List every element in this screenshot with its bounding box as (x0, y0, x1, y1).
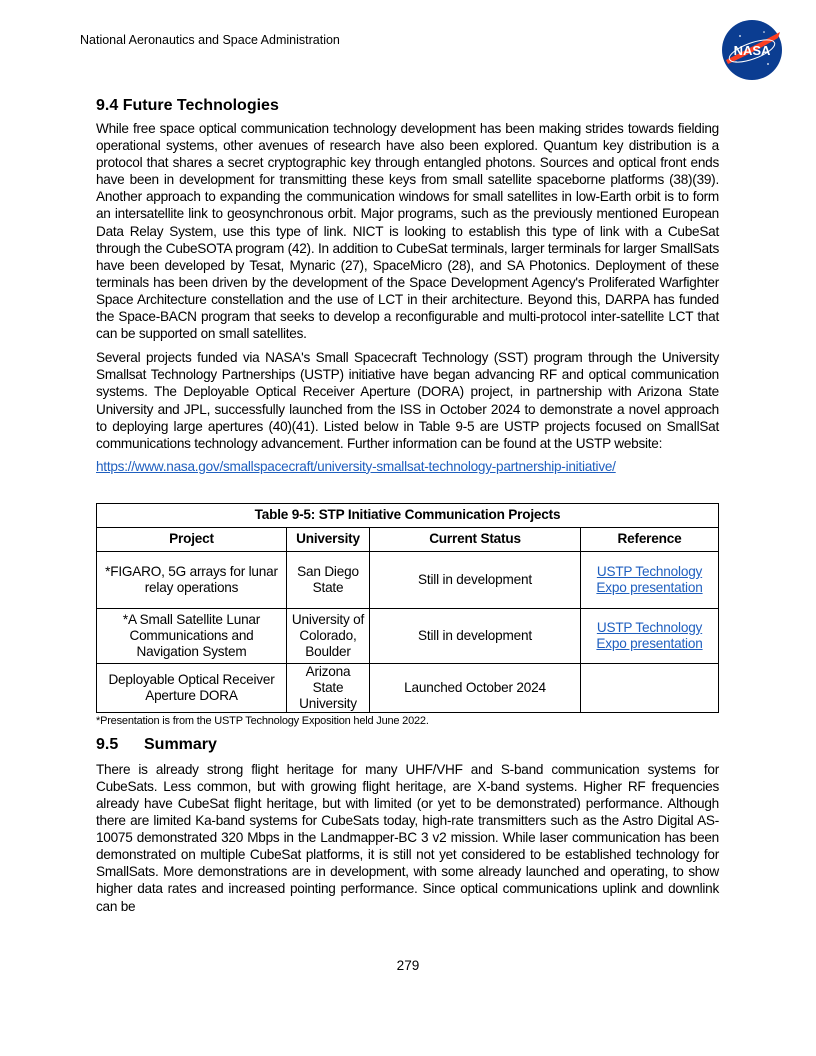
cell-project: *FIGARO, 5G arrays for lunar relay operations (97, 551, 287, 608)
table-row (97, 551, 719, 608)
section-number: 9.5 (96, 735, 119, 753)
ustp-website-link[interactable]: https://www.nasa.gov/smallspacecraft/university-smallsat-technology-partnership-initiative/ (96, 458, 616, 474)
paragraph-future-tech-2: Several projects funded via NASA's Small Spacecraft Technology (SST) program through the University Smallsat Technology Partnerships (USTP) initiative have began advancing RF and optical communication systems. The Deployable Optical Receiver Aperture (DORA) project, in partnership with Arizona State University and JPL, successfully launched from the ISS in October 2024 to demonstrate a novel approach to deploying large apertures (40)(41)⁣. Listed below in Table 9-5 are USTP projects focused on SmallSat communications technology advancement. Further information can be found at the USTP website: (96, 350, 719, 451)
section-heading-9-4: 9.4 Future Technologies (96, 97, 279, 114)
cell-status: Still in development (370, 551, 581, 608)
paragraph-future-tech-1: While free space optical communication technology development has been making strides towards fielding operational systems, other avenues of research have also been explored. Quantum key distribution is a protocol that shares a secret cryptographic key through entangled photons. Sources and optical front ends have been in development for transmitting these keys from small satellite spaceborne platforms (38)(39). Another approach to expanding the communication windows for small satellites in low-Earth orbit is to form an intersatellite link to geosynchronous orbit. Major programs, such as the previously mentioned European Data Relay System, use this type of link. NICT is looking to establish this type of link with a CubeSat through the CubeSOTA program (42). In addition to CubeSat terminals, larger terminals for larger SmallSats have been developed by Tesat, Mynaric (27), SpaceMicro (28), and SA Photonics. Deployment of these terminals has been driven by the development of the Space Development Agency's Proliferated Warfighter Space Architecture constellation and the use of LCT in their architecture. Beyond this, DARPA has funded the Space-BACN program that seeks to develop a reconfigurable and multi-protocol inter-satellite LCT that can be supported on small satellites. (96, 121, 719, 342)
svg-text:NASA: NASA (733, 43, 771, 58)
table-footnote: *Presentation is from the USTP Technology Exposition held June 2022. (96, 714, 429, 727)
column-header-university: University (287, 527, 370, 551)
table-row (97, 663, 719, 712)
page-number: 279 (396, 958, 420, 973)
column-header-status: Current Status (370, 527, 581, 551)
section-heading-9-5 (96, 735, 719, 755)
paragraph-summary: There is already strong flight heritage for many UHF/VHF and S-band communication systems for CubeSats. Less common, but with growing flight heritage, are X-band systems. Higher RF frequencies already have CubeSat flight heritage, but with limited (or yet to be demonstrated) performance. Although there are limited Ka-band systems for CubeSats today, high-rate transmitters such as the Astro Digital AS-10075 demonstrated 320 Mbps in the Landmapper-BC 3 v2 mission. While laser communication has been demonstrated on multiple CubeSat platforms, it is still not yet considered to be established technology for SmallSats. More demonstrations are in development, with some already launched and operating, to show higher data rates and increased pointing performance. Since optical communications uplink and downlink can be (96, 761, 719, 914)
cell-status: Still in development (370, 608, 581, 663)
running-header: National Aeronautics and Space Administration (80, 33, 340, 47)
table-9-5 (96, 503, 719, 713)
reference-link[interactable]: USTP Technology Expo presentation (596, 563, 703, 595)
nasa-logo-icon (720, 18, 784, 82)
cell-project: *A Small Satellite Lunar Communications and Navigation System (97, 608, 287, 663)
page-content (96, 96, 719, 922)
cell-university: San Diego State (287, 551, 370, 608)
cell-reference (581, 663, 719, 712)
column-header-reference: Reference (581, 527, 719, 551)
column-header-project: Project (97, 527, 287, 551)
cell-university: University of Colorado, Boulder (287, 608, 370, 663)
table-title: Table 9-5: STP Initiative Communication Projects (97, 503, 719, 527)
table-row (97, 608, 719, 663)
cell-university: Arizona State University (287, 663, 370, 712)
cell-status: Launched October 2024 (370, 663, 581, 712)
section-title: Summary (144, 735, 217, 753)
reference-link[interactable]: USTP Technology Expo presentation (596, 619, 703, 651)
cell-project: Deployable Optical Receiver Aperture DORA (97, 663, 287, 712)
